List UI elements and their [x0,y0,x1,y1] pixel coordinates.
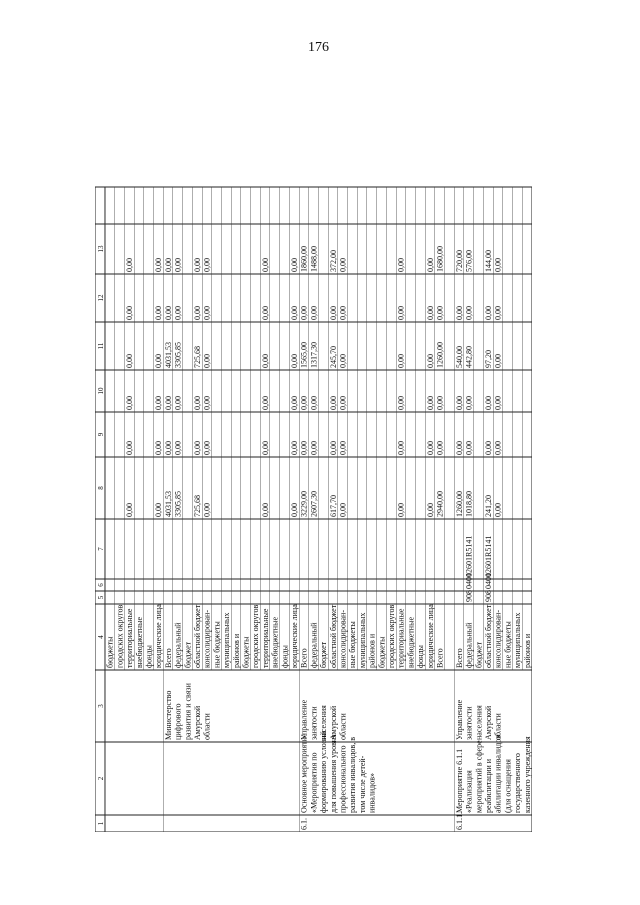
table-cell: Всего [454,648,464,668]
measure-cell-line: Мероприятие 6.1.1 [454,748,464,813]
table-cell: 1680,00 [435,246,445,272]
table-cell: ные бюджеты [348,621,358,668]
table-cell: 3305,85 [173,342,183,368]
table-cell: 4031,53 [163,342,173,368]
table-cell: 1260,00 [454,491,464,517]
table-cell: 0,00 [125,354,135,368]
table-cell: 0,00 [193,258,202,272]
table-cell: 0,00 [338,258,348,272]
table-cell: 0,00 [328,396,338,410]
measure-cell-line: профессионального [338,745,348,813]
executor-cell-line: занятости [464,706,474,740]
header-cell-13: 13 [97,245,105,253]
table-cell: районов и [367,633,377,668]
table-cell: федеральный [173,622,183,668]
table-cell: 0,00 [338,396,348,410]
table-cell: 2940,00 [435,491,445,517]
header-cell-1: 1 [97,821,105,826]
table-cell: 0,00 [338,354,348,368]
table-cell: бюджеты [105,636,115,668]
table-cell: 0,00 [396,258,406,272]
table-cell: 0,00 [202,306,212,320]
table-cell: 0,00 [299,396,309,410]
table-cell: 0,00 [173,258,183,272]
table-cell: фонды [416,645,426,668]
table-cell: 617,70 [328,495,338,517]
header-cell-8: 8 [97,486,105,490]
table-cell: 97,20 [484,350,493,368]
executor-cell-line: Амурской [328,705,338,740]
table-cell: 4031,53 [163,491,173,517]
executor-cell-line: цифрового [173,703,183,740]
table-cell: 720,00 [454,250,464,272]
measure-cell-line: реабилитации и [484,758,493,813]
executor-cell-line: развития и связи [183,683,193,740]
table-cell: 0,00 [163,396,173,410]
table-cell: 0,00 [202,441,212,455]
measure-cell-line: инвалидов» [367,773,377,813]
table-cell: областной бюджет [328,604,338,668]
header-cell-7: 7 [97,547,105,551]
table-cell: 0,00 [202,503,212,517]
measure-cell-line: «Мероприятия по [309,752,319,813]
table-cell: 576,00 [464,250,474,272]
table-cell: 0,00 [425,258,435,272]
table-cell: 0,00 [260,258,270,272]
measure-cell-line: казенного учреждения [522,736,532,813]
measure-cell-line: развития инвалидов, в [348,737,358,813]
table-cell: 0,00 [193,306,202,320]
table-cell: территориальные [396,608,406,668]
executor-cell-line: области [202,713,212,740]
table-cell: 0,00 [309,306,319,320]
table-cell: 0,00 [484,306,493,320]
table-cell: внебюджетные [406,617,416,668]
executor-cell-line: Амурской [193,705,202,740]
table-cell: 0,00 [435,396,445,410]
table-cell: 725,68 [193,346,202,368]
table-cell: 0401 [464,573,474,589]
table-cell: юридические лица [154,604,164,668]
table-cell: территориальные [260,608,270,668]
table-cell: бюджет [319,641,329,668]
table-cell: 0,00 [193,396,202,410]
header-cell-10: 10 [97,387,105,395]
table-cell: 0,00 [425,396,435,410]
table-cell: 0,00 [154,503,164,517]
measure-cell-line: «Реализация [464,770,474,813]
table-cell: 3229,00 [299,491,309,517]
table-cell: федеральный [309,622,319,668]
header-cell-6: 6 [97,583,105,587]
measure-cell-line: государственного [513,753,523,813]
table-cell: 0,00 [154,306,164,320]
table-cell: 372,00 [328,250,338,272]
table-cell: 0,00 [260,441,270,455]
table-cell: 0,00 [396,354,406,368]
measure-cell-line: Основное мероприятие [299,733,309,813]
table-cell: 0,00 [464,396,474,410]
table-cell: 0,00 [290,441,299,455]
table-cell: 0,00 [309,396,319,410]
table-cell: внебюджетные [270,617,280,668]
table-cell: 0,00 [173,441,183,455]
table-cell: 908 [464,590,474,602]
table-rotation-group [95,187,532,832]
table-cell: бюджеты [241,636,251,668]
table-cell: юридические лица [425,604,435,668]
table-cell: 0,00 [493,354,503,368]
table-cell: 0,00 [396,306,406,320]
table-cell: Всего [299,648,309,668]
table-cell: 1488,00 [309,246,319,272]
table-cell: 0,00 [338,306,348,320]
executor-cell-line: занятости [309,706,319,740]
table-cell: 1565,00 [299,342,309,368]
table-cell: бюджет [183,641,193,668]
table-cell: 0,00 [290,396,299,410]
table-cell: 0,00 [202,354,212,368]
code-cell: 6.1.1. [454,812,464,830]
table-cell: 0,00 [260,306,270,320]
table-cell: 0,00 [163,306,173,320]
table-cell: бюджеты [377,636,387,668]
table-cell: 0,00 [154,354,164,368]
table-cell: 3305,85 [173,491,183,517]
table-cell: 0,00 [163,258,173,272]
table-cell: 1317,30 [309,342,319,368]
table-cell: консолидирован- [202,610,212,668]
table-cell: Всего [435,648,445,668]
table-cell: 0,00 [173,396,183,410]
table-cell: 0,00 [299,306,309,320]
table-cell: 241,20 [484,495,493,517]
table-cell: 0,00 [435,306,445,320]
table-cell: консолидирован- [493,610,503,668]
table-cell: муниципальных [357,612,367,668]
table-cell: 02601R5141 [484,535,493,577]
header-cell-2: 2 [97,776,105,781]
table-cell: 0,00 [493,441,503,455]
table-cell: областной бюджет [193,604,202,668]
table-cell: 02601R5141 [464,535,474,577]
table-cell: 0,00 [454,396,464,410]
table-cell: 0,00 [163,441,173,455]
measure-cell-line: формированию условий [319,730,329,813]
table-cell: ные бюджеты [212,621,222,668]
table-cell: 0,00 [290,306,299,320]
table-cell: федеральный [464,622,474,668]
table-cell: 0,00 [454,306,464,320]
table-cell: 144,00 [484,250,493,272]
table-cell: фонды [144,645,154,668]
table-cell: городских округов [251,604,261,668]
table-cell: районов и [522,633,532,668]
table-cell: районов и [231,633,241,668]
table-cell: 0,00 [493,503,503,517]
table-cell: 0,00 [154,258,164,272]
table-cell: ные бюджеты [503,621,513,668]
table-cell: 0,00 [260,354,270,368]
table-cell: 0,00 [125,258,135,272]
rotated-budget-table [95,87,535,832]
table-cell: областной бюджет [484,604,493,668]
table-cell: 0,00 [154,396,164,410]
table-cell: 725,68 [193,495,202,517]
table-cell: 0,00 [260,503,270,517]
table-cell: 0,00 [484,441,493,455]
table-cell: 0,00 [290,258,299,272]
table-cell: 0,00 [193,441,202,455]
executor-cell-line: Управление [454,699,464,740]
table-cell: бюджет [474,641,484,668]
table-cell: 0,00 [299,441,309,455]
table-cell: 0,00 [338,441,348,455]
table-cell: юридические лица [290,604,299,668]
table-cell: 0,00 [396,396,406,410]
table-cell: 0,00 [202,258,212,272]
header-cell-5: 5 [97,595,105,600]
measure-cell-line: абилитации инвалидов [493,734,503,813]
table-cell: 0,00 [309,441,319,455]
measure-cell-line: том числе детей- [357,755,367,813]
header-cell-11: 11 [97,342,105,350]
measure-cell-line: (для оснащения [503,759,513,813]
table-cell: 0,00 [454,441,464,455]
table-cell: 245,70 [328,346,338,368]
table-cell: 0,00 [396,503,406,517]
header-cell-12: 12 [97,294,105,302]
table-cell: 0,00 [173,306,183,320]
table-cell: 0,00 [435,441,445,455]
page-number: 176 [308,40,329,55]
table-cell: Всего [163,648,173,668]
table-cell: 0,00 [464,441,474,455]
table-cell: 0,00 [328,441,338,455]
table-cell: 0,00 [493,306,503,320]
table-cell: фонды [280,645,290,668]
executor-cell-line: Министерство [163,690,173,740]
header-cell-4: 4 [97,635,105,639]
header-cell-3: 3 [97,704,105,708]
table-cell: 0,00 [154,441,164,455]
table-cell: 0,00 [425,354,435,368]
table-cell: 0,00 [290,503,299,517]
table-cell: 0,00 [425,503,435,517]
table-cell: внебюджетные [134,617,144,668]
table-cell: 0,00 [125,396,135,410]
code-cell: 6.1. [299,818,309,830]
table-cell: 2607,30 [309,491,319,517]
table-cell: 0,00 [338,503,348,517]
table-cell: городских округов [115,604,125,668]
table-cell: 0401 [484,573,493,589]
table-cell: 442,80 [464,346,474,368]
measure-cell-line: для повышения уровня [328,734,338,813]
table-cell: 0,00 [396,441,406,455]
table-cell: 1260,00 [435,342,445,368]
table-cell: территориальные [125,608,135,668]
table-cell: 1860,00 [299,246,309,272]
table-cell: консолидирован- [338,610,348,668]
table-cell: 0,00 [493,258,503,272]
executor-cell-line: Управление [299,699,309,740]
table-cell: 1018,80 [464,491,474,517]
table-cell: 0,00 [493,396,503,410]
executor-cell-line: области [493,713,503,740]
header-cell-9: 9 [97,432,105,437]
measure-cell-line: мероприятий в сфере [474,740,484,813]
table-cell: 0,00 [484,396,493,410]
executor-cell-line: населения [474,705,484,740]
table-cell: 0,00 [425,306,435,320]
executor-cell-line: области [338,713,348,740]
table-cell: 0,00 [125,441,135,455]
table-cell: 0,00 [464,306,474,320]
table-cell: 908 [484,590,493,602]
table-cell: муниципальных [222,612,232,668]
table-cell: 0,00 [125,306,135,320]
table-cell: 0,00 [425,441,435,455]
table-cell: 0,00 [290,354,299,368]
table-cell: муниципальных [513,612,523,668]
executor-cell-line: Амурской [484,705,493,740]
table-cell: 0,00 [202,396,212,410]
table-cell: 0,00 [260,396,270,410]
table-cell: городских округов [387,604,396,668]
table-cell: 0,00 [125,503,135,517]
executor-cell-line: населения [319,705,329,740]
table-cell: 0,00 [328,306,338,320]
table-cell: 540,00 [454,346,464,368]
